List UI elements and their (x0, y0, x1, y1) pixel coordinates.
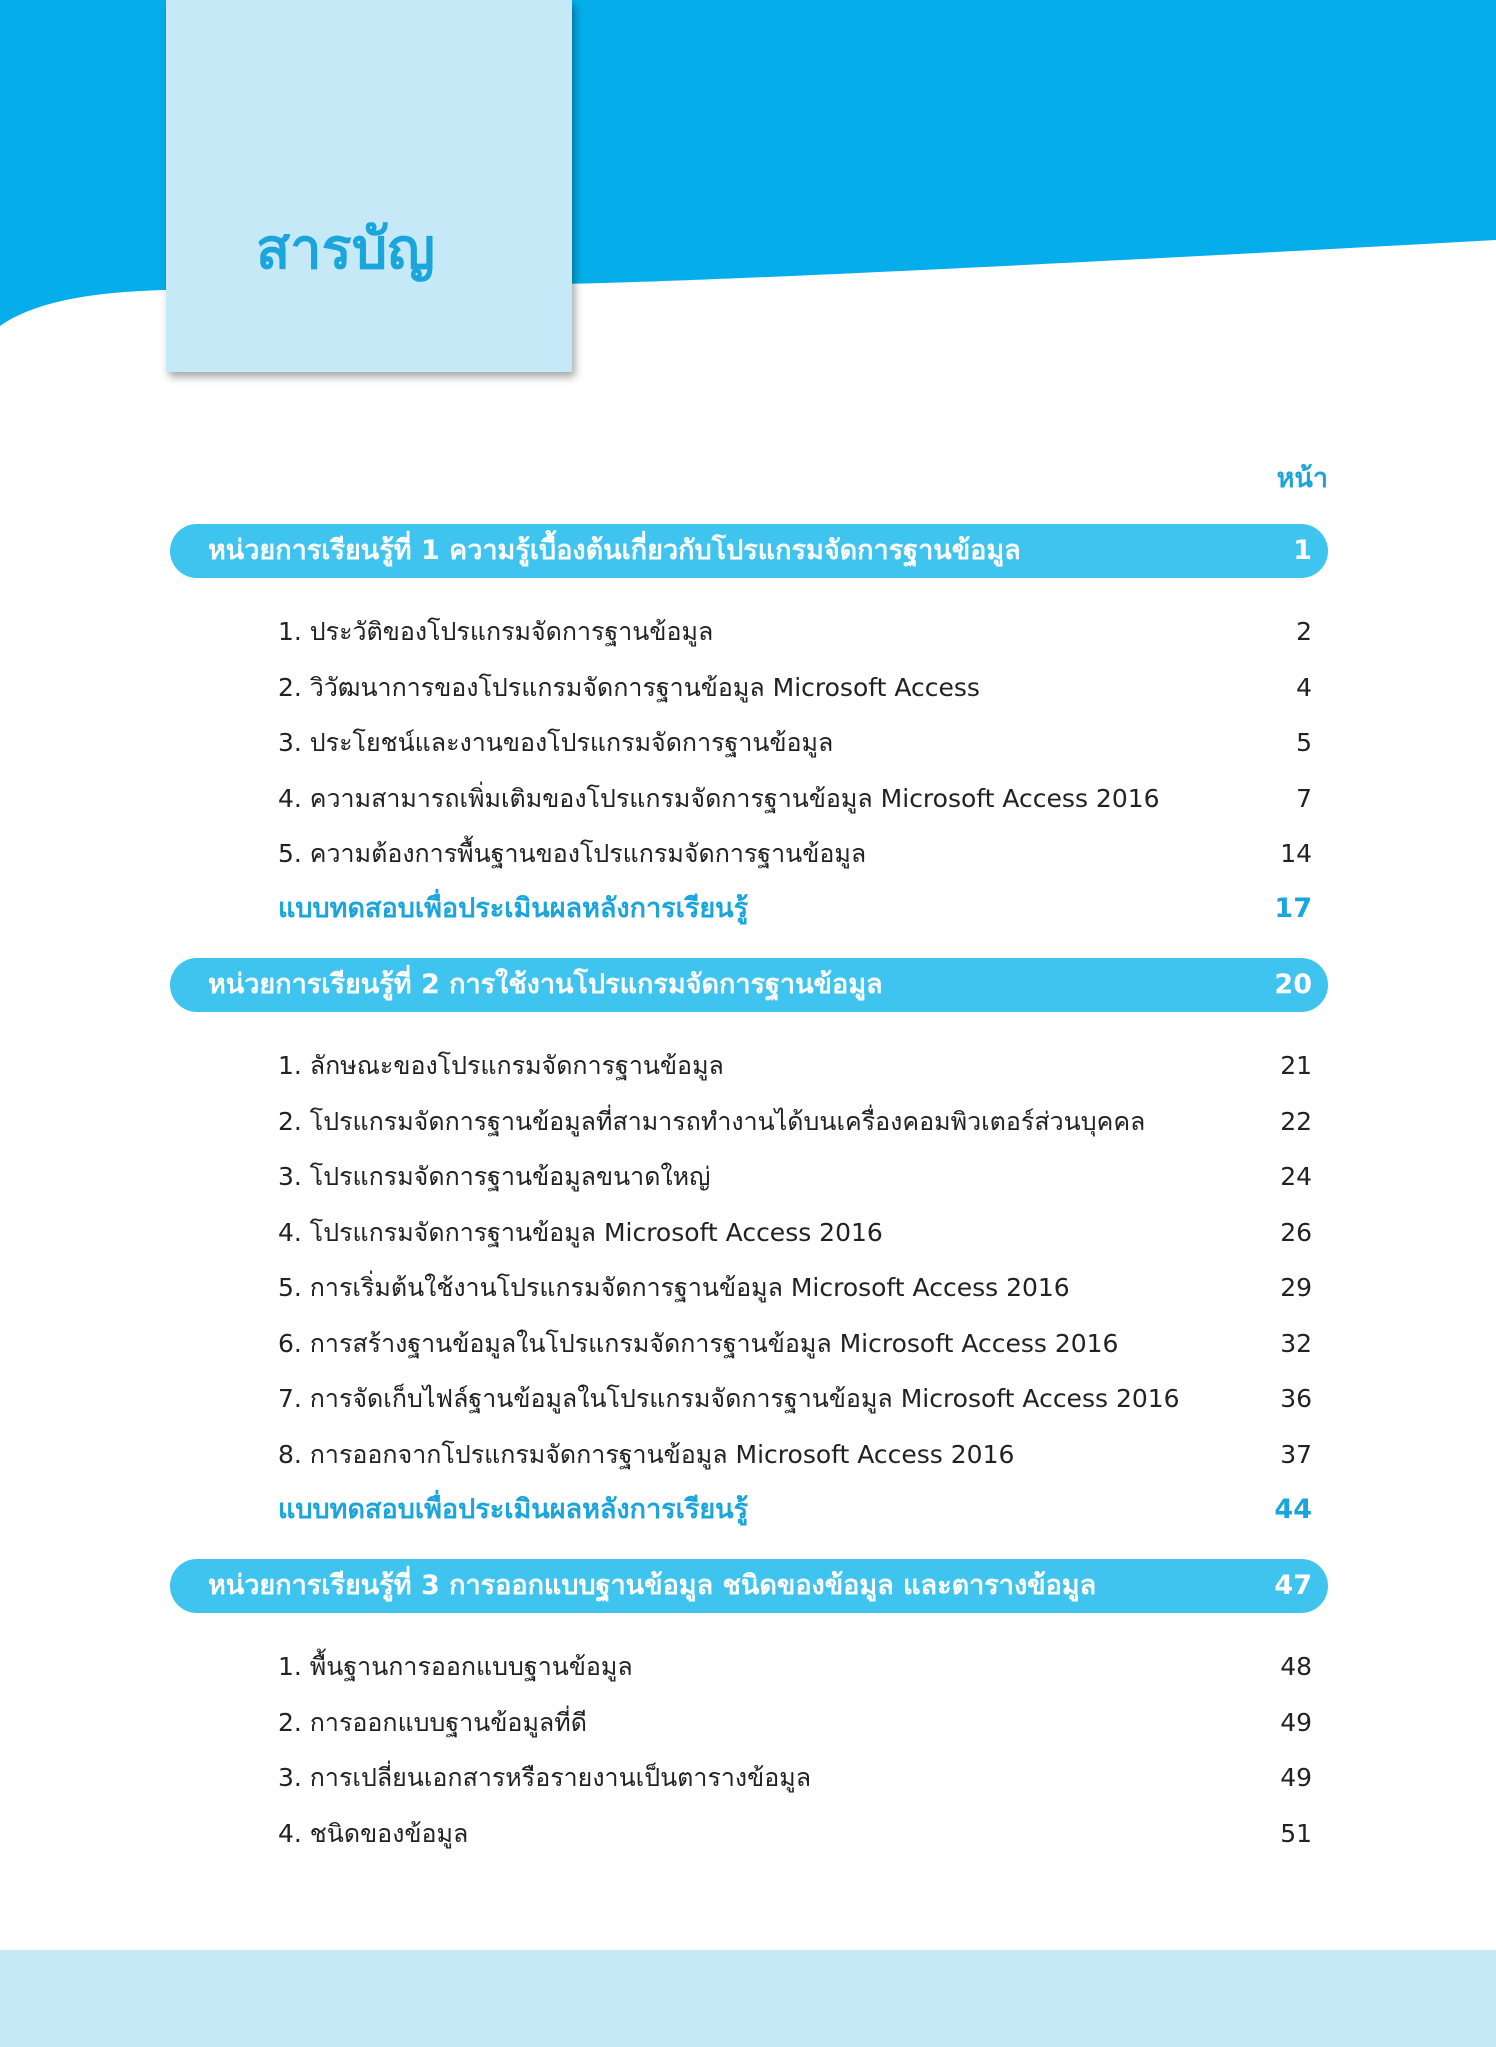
unit-bar-3[interactable] (170, 1559, 1328, 1613)
toc-entry[interactable] (278, 1043, 1318, 1089)
toc-entry-label: 2. การออกแบบฐานข้อมูลที่ดี (278, 1708, 587, 1737)
toc-entry[interactable] (278, 609, 1318, 655)
toc-entry[interactable] (278, 720, 1318, 766)
toc-entry-page: 36 (1280, 1384, 1312, 1413)
toc-entry[interactable] (278, 1644, 1318, 1690)
toc-entry-page: 26 (1280, 1218, 1312, 1247)
toc-entry-page: 51 (1280, 1819, 1312, 1848)
toc-quiz-label: แบบทดสอบเพื่อประเมินผลหลังการเรียนรู้ (278, 1494, 749, 1525)
unit-page-number: 1 (1293, 535, 1312, 566)
toc-entry-label: 5. ความต้องการพื้นฐานของโปรแกรมจัดการฐานข้อมูล (278, 839, 867, 868)
toc-quiz-entry[interactable] (278, 1487, 1318, 1533)
toc-entry-page: 7 (1296, 784, 1312, 813)
toc-entry[interactable] (278, 1321, 1318, 1367)
toc-entry[interactable] (278, 665, 1318, 711)
footer-band (0, 1950, 1496, 2047)
toc-entry-page: 21 (1280, 1051, 1312, 1080)
toc-entry[interactable] (278, 1099, 1318, 1145)
toc-entry[interactable] (278, 831, 1318, 877)
toc-entry[interactable] (278, 1700, 1318, 1746)
page-column-label: หน้า (1276, 463, 1328, 494)
toc-entry[interactable] (278, 1154, 1318, 1200)
unit-title: หน่วยการเรียนรู้ที่ 2 การใช้งานโปรแกรมจัดการฐานข้อมูล (208, 969, 883, 1000)
unit-bar-2[interactable] (170, 958, 1328, 1012)
toc-entry-page: 48 (1280, 1652, 1312, 1681)
toc-quiz-entry[interactable] (278, 886, 1318, 932)
unit-bar-1[interactable] (170, 524, 1328, 578)
unit-title: หน่วยการเรียนรู้ที่ 3 การออกแบบฐานข้อมูล ชนิดของข้อมูล และตารางข้อมูล (208, 1570, 1097, 1601)
unit-page-number: 47 (1274, 1570, 1312, 1601)
toc-entry-label: 4. โปรแกรมจัดการฐานข้อมูล Microsoft Access 2016 (278, 1218, 883, 1247)
toc-entry-page: 37 (1280, 1440, 1312, 1469)
toc-entry-label: 7. การจัดเก็บไฟล์ฐานข้อมูลในโปรแกรมจัดการฐานข้อมูล Microsoft Access 2016 (278, 1384, 1180, 1413)
toc-entry-label: 4. ความสามารถเพิ่มเติมของโปรแกรมจัดการฐานข้อมูล Microsoft Access 2016 (278, 784, 1160, 813)
unit-page-number: 20 (1274, 969, 1312, 1000)
toc-entry[interactable] (278, 776, 1318, 822)
toc-entry-label: 2. วิวัฒนาการของโปรแกรมจัดการฐานข้อมูล Microsoft Access (278, 673, 980, 702)
page-title: สารบัญ (256, 217, 435, 282)
title-box (166, 0, 572, 372)
toc-entry-page: 49 (1280, 1763, 1312, 1792)
toc-entry-label: 3. โปรแกรมจัดการฐานข้อมูลขนาดใหญ่ (278, 1162, 711, 1191)
toc-entry[interactable] (278, 1755, 1318, 1801)
toc-entry-label: 8. การออกจากโปรแกรมจัดการฐานข้อมูล Microsoft Access 2016 (278, 1440, 1015, 1469)
toc-entry-page: 4 (1296, 673, 1312, 702)
toc-entry-label: 3. การเปลี่ยนเอกสารหรือรายงานเป็นตารางข้อมูล (278, 1763, 812, 1792)
toc-entry[interactable] (278, 1265, 1318, 1311)
toc-entry-label: 1. ลักษณะของโปรแกรมจัดการฐานข้อมูล (278, 1051, 724, 1080)
toc-entry-page: 29 (1280, 1273, 1312, 1302)
toc-entry-label: 1. ประวัติของโปรแกรมจัดการฐานข้อมูล (278, 617, 714, 646)
toc-entry-page: 2 (1296, 617, 1312, 646)
toc-entry-label: 5. การเริ่มต้นใช้งานโปรแกรมจัดการฐานข้อมูล Microsoft Access 2016 (278, 1273, 1070, 1302)
toc-entry-label: 4. ชนิดของข้อมูล (278, 1819, 469, 1848)
toc-entry-label: 3. ประโยชน์และงานของโปรแกรมจัดการฐานข้อมูล (278, 728, 834, 757)
toc-entry-page: 32 (1280, 1329, 1312, 1358)
toc-quiz-label: แบบทดสอบเพื่อประเมินผลหลังการเรียนรู้ (278, 893, 749, 924)
toc-entry-page: 5 (1296, 728, 1312, 757)
unit-title: หน่วยการเรียนรู้ที่ 1 ความรู้เบื้องต้นเกี่ยวกับโปรแกรมจัดการฐานข้อมูล (208, 535, 1021, 566)
toc-quiz-page: 17 (1274, 893, 1312, 924)
toc-entry-page: 22 (1280, 1107, 1312, 1136)
toc-entry-page: 24 (1280, 1162, 1312, 1191)
toc-entry-label: 2. โปรแกรมจัดการฐานข้อมูลที่สามารถทำงานได้บนเครื่องคอมพิวเตอร์ส่วนบุคคล (278, 1107, 1146, 1136)
toc-entry-page: 49 (1280, 1708, 1312, 1737)
toc-entry[interactable] (278, 1210, 1318, 1256)
toc-entry-label: 1. พื้นฐานการออกแบบฐานข้อมูล (278, 1652, 633, 1681)
toc-entry[interactable] (278, 1376, 1318, 1422)
toc-entry[interactable] (278, 1432, 1318, 1478)
toc-entry-page: 14 (1280, 839, 1312, 868)
toc-quiz-page: 44 (1274, 1494, 1312, 1525)
toc-entry[interactable] (278, 1811, 1318, 1857)
toc-entry-label: 6. การสร้างฐานข้อมูลในโปรแกรมจัดการฐานข้อมูล Microsoft Access 2016 (278, 1329, 1119, 1358)
